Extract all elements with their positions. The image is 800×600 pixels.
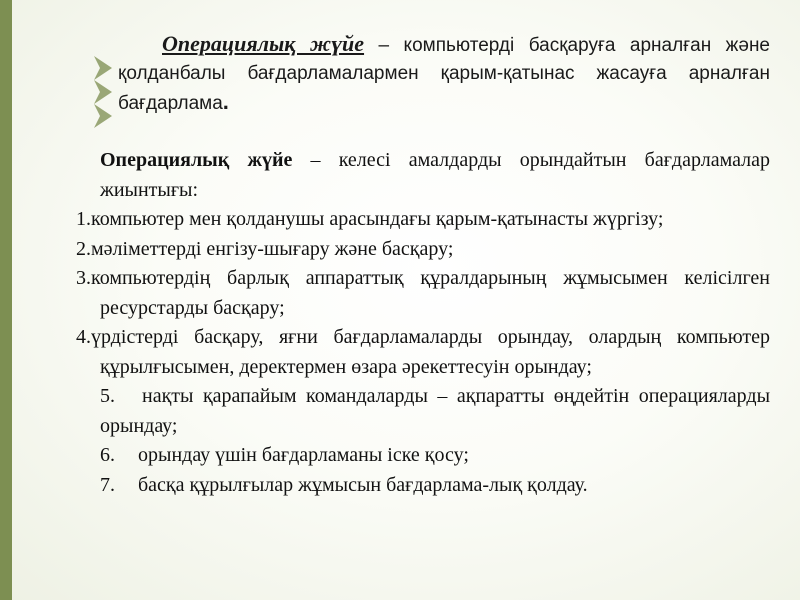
list-item-text: компьютер мен қолданушы арасындағы қарым-қатынасты жүргізу; <box>91 208 664 230</box>
intro-term: Операциялық жүйе <box>162 31 365 56</box>
list-item <box>76 264 770 323</box>
list-item-marker: 6. <box>100 444 115 466</box>
list-item <box>100 471 770 501</box>
slide-accent-bar <box>0 0 12 600</box>
list-item-text: мәліметтерді енгізу-шығару және басқару; <box>91 237 454 260</box>
intro-definition <box>118 30 770 118</box>
list-item-marker: 7. <box>100 473 115 496</box>
list-item-text: басқа құрылғылар жұмысын бағдарлама-лық қолдау. <box>138 473 588 496</box>
slide-content <box>76 30 771 500</box>
list-item <box>76 205 770 235</box>
list-item-marker: 3. <box>76 267 91 289</box>
intro-period: . <box>222 89 229 114</box>
list-item-marker: 2. <box>76 237 91 260</box>
definition-paragraph <box>100 146 770 205</box>
list-item-marker: 5. <box>100 385 115 407</box>
definition-block <box>76 146 770 500</box>
list-item-text: үрдістерді басқару, яғни бағдарламаларды орындау, олардың компьютер құрылғысымен, деректермен өзара әрекеттесуін орындау; <box>91 326 770 378</box>
definition-text: – келесі амалдарды орындайтын бағдарламалар жиынтығы: <box>100 149 770 201</box>
list-item-marker: 4. <box>76 326 91 348</box>
list-item-text: компьютердің барлық аппараттық құралдарының жұмысымен келісілген ресурстарды басқару; <box>91 267 770 319</box>
list-item <box>100 441 770 471</box>
intro-text: – компьютерді басқаруға арналған және қолданбалы бағдарламалармен қарым-қатынас жасауға арналған бағдарлама <box>118 35 771 114</box>
list-item <box>76 235 770 265</box>
list-item-marker: 1. <box>76 208 91 230</box>
list-item-text: нақты қарапайым командаларды – ақпаратты өңдейтін операцияларды орындау; <box>100 385 770 437</box>
list-item-text: орындау үшін бағдарламаны іске қосу; <box>138 444 469 466</box>
list-item <box>100 382 770 441</box>
definition-term: Операциялық жүйе <box>100 149 293 171</box>
list-item <box>76 323 770 382</box>
